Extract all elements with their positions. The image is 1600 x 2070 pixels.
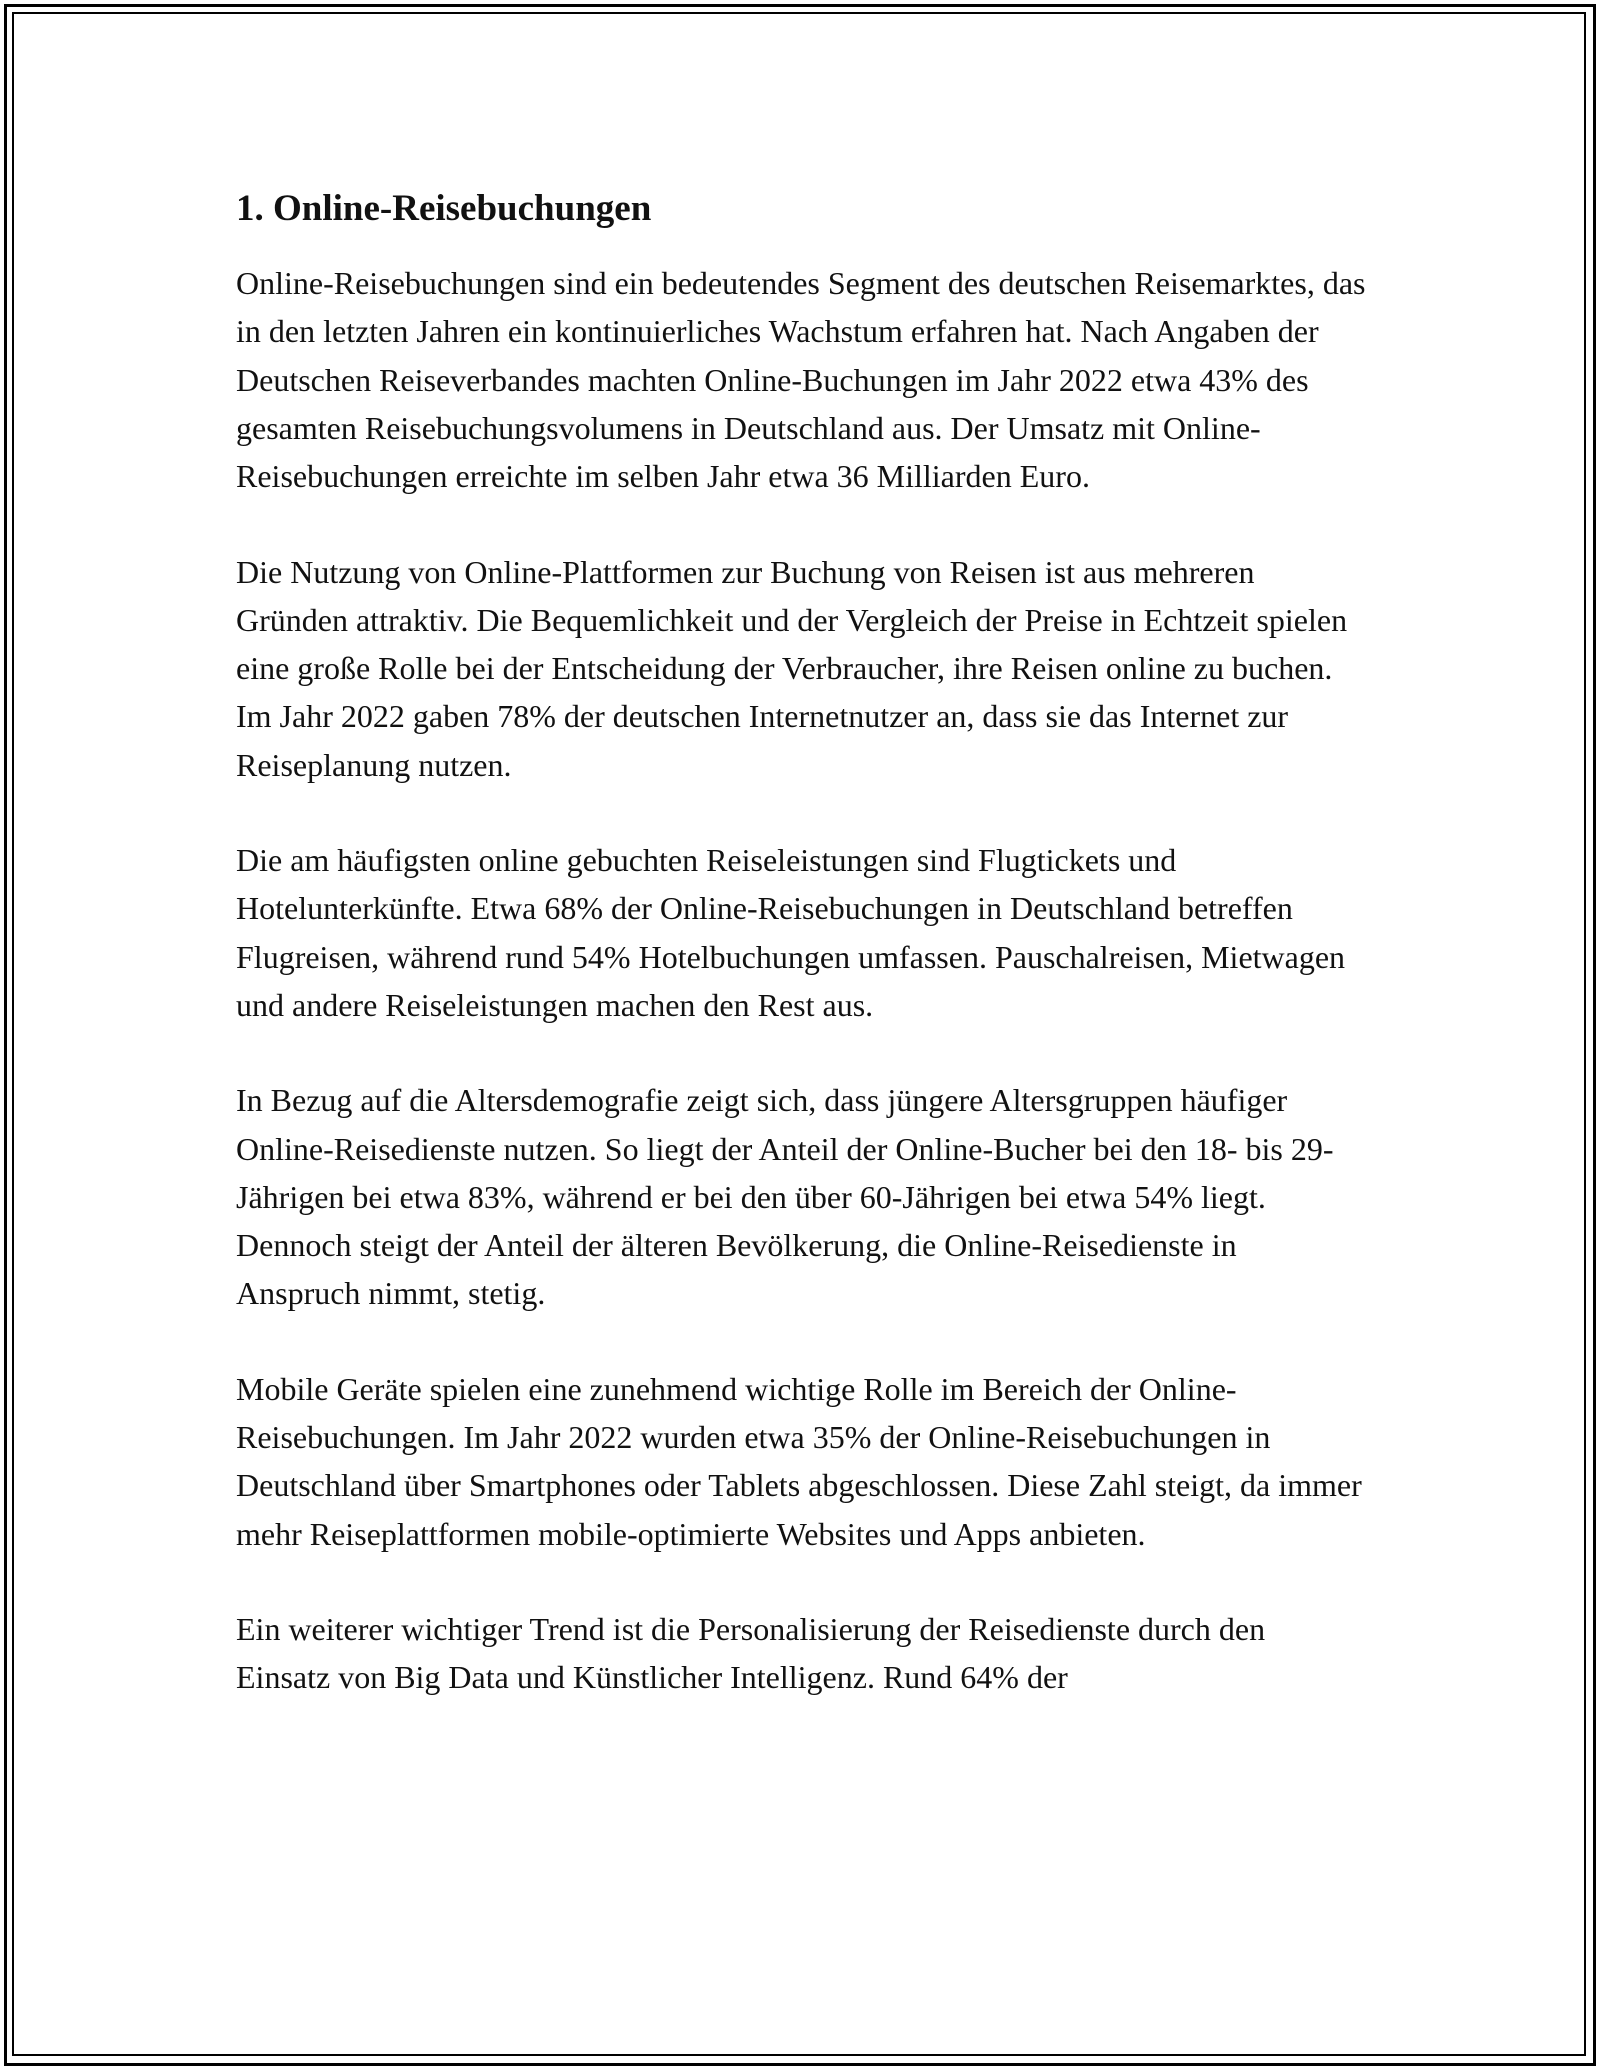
paragraph-mobile-devices: Mobile Geräte spielen eine zunehmend wichtige Rolle im Bereich der Online-Reisebuchungen. Im Jahr 2022 wurden etwa 35% der Online-Reisebuchungen in Deutschland über Smartphones oder Tablets abgeschlossen. Diese Zahl steigt, da immer mehr Reiseplattformen mobile-optimierte Websites und Apps anbieten. <box>236 1370 1362 1552</box>
section-title: 1. Online-Reisebuchungen <box>236 188 652 229</box>
paragraph-age-demographics: In Bezug auf die Altersdemografie zeigt sich, dass jüngere Altersgruppen häufiger Online-Reisedienste nutzen. So liegt der Anteil der Online-Bucher bei den 18- bis 29-Jährigen bei etwa 83%, während er bei den über 60-Jährigen bei etwa 54% liegt. Dennoch steigt der Anteil der älteren Bevölkerung, die Online-Reisedienste in Anspruch nimmt, stetig. <box>236 1082 1334 1312</box>
document-body <box>236 185 1366 1749</box>
paragraph-online-booking-share: Online-Reisebuchungen sind ein bedeutendes Segment des deutschen Reisemarktes, das in den letzten Jahren ein kontinuierliches Wachstum erfahren hat. Nach Angaben der Deutschen Reiseverbandes machten Online-Buchungen im Jahr 2022 etwa 43% des gesamten Reisebuchungsvolumens in Deutschland aus. Der Umsatz mit Online-Reisebuchungen erreichte im selben Jahr etwa 36 Milliarden Euro. <box>236 265 1366 495</box>
paragraph-personalization: Ein weiterer wichtiger Trend ist die Personalisierung der Reisedienste durch den Einsatz von Big Data und Künstlicher Intelligenz. Rund 64% der <box>236 1610 1266 1696</box>
paragraph-booked-services: Die am häufigsten online gebuchten Reiseleistungen sind Flugtickets und Hotelunterkünfte. Etwa 68% der Online-Reisebuchungen in Deutschland betreffen Flugreisen, während rund 54% Hotelbuchungen umfassen. Pauschalreisen, Mietwagen und andere Reiseleistungen machen den Rest aus. <box>236 842 1346 1023</box>
paragraph-platform-usage: Die Nutzung von Online-Plattformen zur Buchung von Reisen ist aus mehreren Gründen attraktiv. Die Bequemlichkeit und der Vergleich der Preise in Echtzeit spielen eine große Rolle bei der Entscheidung der Verbraucher, ihre Reisen online zu buchen. Im Jahr 2022 gaben 78% der deutschen Internetnutzer an, dass sie das Internet zur Reiseplanung nutzen. <box>236 553 1348 783</box>
